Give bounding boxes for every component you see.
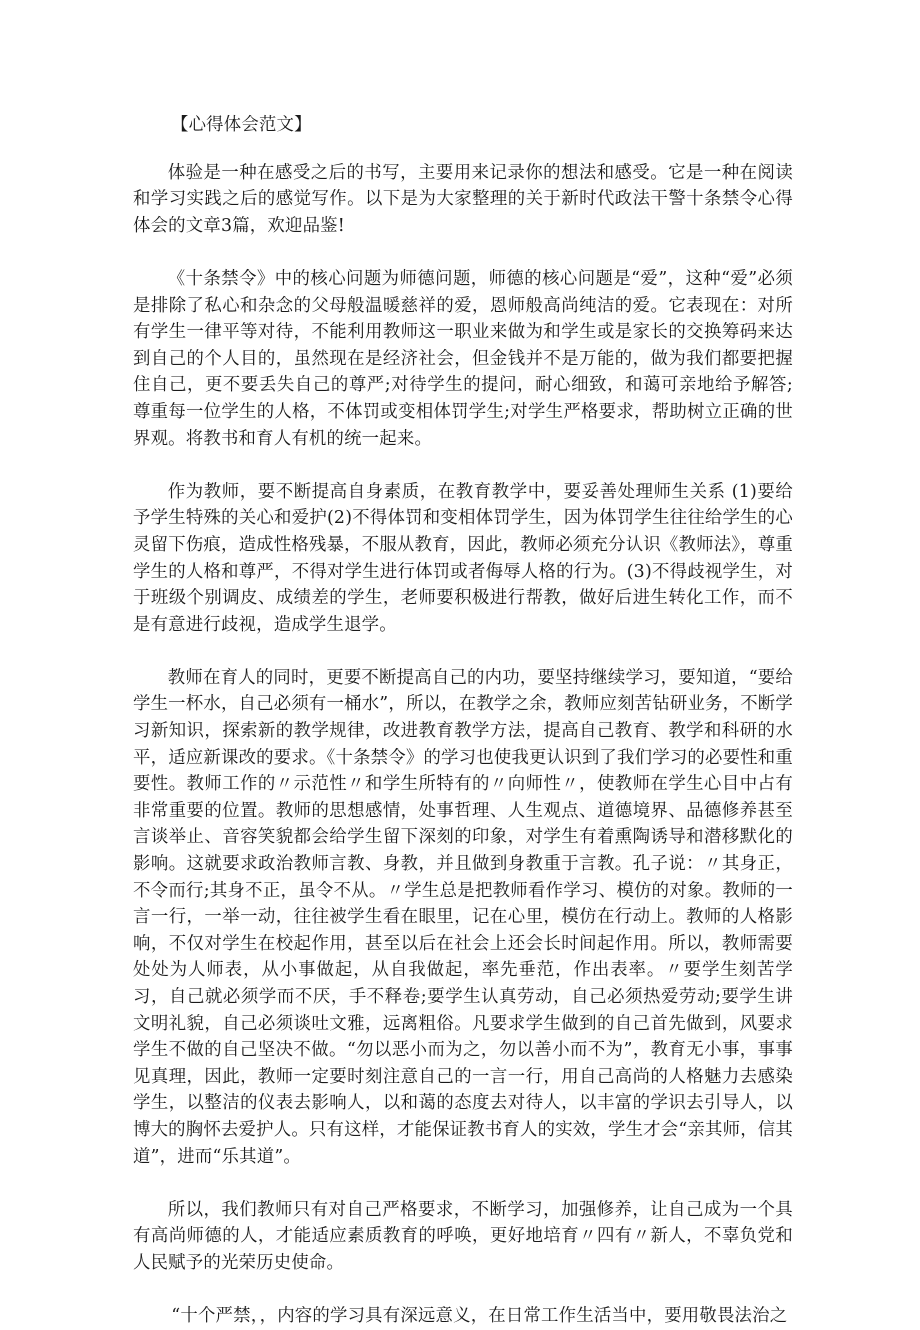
paragraph-teacher-quality: 作为教师，要不断提高自身素质，在教育教学中，要妥善处理师生关系 (1)要给予学生特殊的关心和爱护(2)不得体罚和变相体罚学生，因为体罚学生往往给学生的心灵留下伤痕，造成性格残暴，不服从教育，因此，教师必须充分认识《教师法》，尊重学生的人格和尊严，不得对学生进行体罚或者侮辱人格的行为。(3)不得歧视学生，对于班级个别调皮、成绩差的学生，老师要积极进行帮教，做好后进生转化工作，而不是有意进行歧视，造成学生退学。 <box>133 481 793 635</box>
paragraph-continuous-learning: 教师在育人的同时，更要不断提高自己的内功，要坚持继续学习，要知道，“要给学生一杯水，自己必须有一桶水”，所以，在教学之余，教师应刻苦钻研业务，不断学习新知识，探索新的教学规律，改进教育教学方法，提高自己教育、教学和科研的水平，适应新课改的要求。《十条禁令》的学习也使我更认识到了我们学习的必要性和重要性。教师工作的〃示范性〃和学生所特有的〃向师性〃，使教师在学生心目中占有非常重要的位置。教师的思想感情，处事哲理、人生观点、道德境界、品德修养甚至言谈举止、音容笑貌都会给学生留下深刻的印象，对学生有着熏陶诱导和潜移默化的影响。这就要求政治教师言教、身教，并且做到身教重于言教。孔子说：〃其身正，不令而行;其身不正，虽令不从。〃学生总是把教师看作学习、模仿的对象。教师的一言一行，一举一动，往往被学生看在眼里，记在心里，模仿在行动上。教师的人格影响，不仅对学生在校起作用，甚至以后在社会上还会长时间起作用。所以，教师需要处处为人师表，从小事做起，从自我做起，率先垂范，作出表率。〃要学生刻苦学习，自己就必须学而不厌，手不释卷;要学生认真劳动，自己必须热爱劳动;要学生讲文明礼貌，自己必须谈吐文雅，远离粗俗。凡要求学生做到的自己首先做到，风要求学生不做的自己坚决不做。“勿以恶小而为之，勿以善小而不为”，教育无小事，事事见真理，因此，教师一定要时刻注意自己的一言一行，用自己高尚的人格魅力去感染学生，以整洁的仪表去影响人，以和蔼的态度去对待人，以丰富的学识去引导人，以博大的胸怀去爱护人。只有这样，才能保证教书育人的实效，学生才会“亲其师，信其道”，进而“乐其道”。 <box>133 667 793 1167</box>
paragraph-core-love: 《十条禁令》中的核心问题为师德问题，师德的核心问题是“爱”，这种“爱”必须是排除了私心和杂念的父母般温暖慈祥的爱，恩师般高尚纯洁的爱。它表现在：对所有学生一律平等对待，不能利用教师这一职业来做为和学生或是家长的交换筹码来达到自己的个人目的，虽然现在是经济社会，但金钱并不是万能的，做为我们都要把握住自己，更不要丢失自己的尊严;对待学生的提问，耐心细致，和蔼可亲地给予解答;尊重每一位学生的人格，不体罚或变相体罚学生;对学生严格要求，帮助树立正确的世界观。将教书和育人有机的统一起来。 <box>133 268 793 449</box>
document-body <box>133 112 793 1330</box>
paragraph-conclusion: 所以，我们教师只有对自己严格要求，不断学习，加强修养，让自己成为一个具有高尚师德的人，才能适应素质教育的呼唤，更好地培育〃四有〃新人，不辜负党和人民赋予的光荣历史使命。 <box>133 1199 793 1273</box>
paragraph-intro: 体验是一种在感受之后的书写，主要用来记录你的想法和感受。它是一种在阅读和学习实践之后的感觉写作。以下是为大家整理的关于新时代政法干警十条禁令心得体会的文章3篇，欢迎品鉴! <box>133 162 793 236</box>
paragraph-ten-prohibitions: “十个严禁，，内容的学习具有深远意义，在日常工作生活当中，要用敬畏法治之 <box>171 1306 788 1327</box>
document-heading: 【心得体会范文】 <box>171 115 312 135</box>
